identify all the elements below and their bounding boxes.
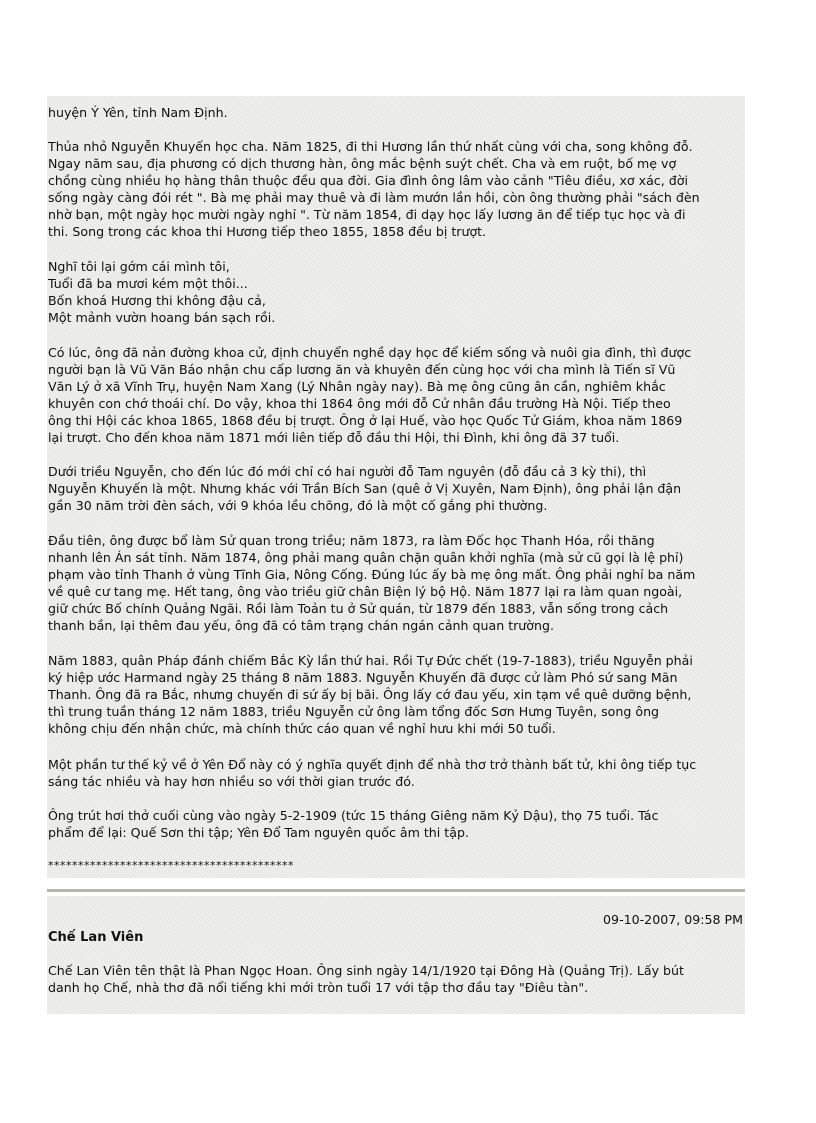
post-paragraph: huyện Ý Yên, tỉnh Nam Định. [48, 105, 228, 120]
post-paragraph: Ông trút hơi thở cuối cùng vào ngày 5-2-1909 (tức 15 tháng Giêng năm Kỷ Dậu), thọ 75 tuổi. Tác phẩm để lại: Quế Sơn thi tập; Yên Đổ Tam nguyên quốc âm thi tập. [48, 808, 659, 841]
post-paragraph: Dưới triều Nguyễn, cho đến lúc đó mới chỉ có hai người đỗ Tam nguyên (đỗ đầu cả 3 kỳ thi), thì Nguyễn Khuyến là một. Nhưng khác với Trần Bích San (quê ở Vị Xuyên, Nam Định), ông phải lận đận gần 30 năm trời đèn sách, với 9 khóa lều chõng, đó là một cố gắng phi thường. [48, 464, 682, 514]
asterisk-divider: ***************************************** [48, 859, 294, 872]
post-separator [47, 889, 745, 892]
forum-post-che-lan-vien [47, 896, 745, 1014]
post-paragraph: Năm 1883, quân Pháp đánh chiếm Bắc Kỳ lần thứ hai. Rồi Tự Đức chết (19-7-1883), triều Nguyễn phải ký hiệp ước Harmand ngày 25 tháng 8 năm 1883. Nguyễn Khuyến đã được cử làm Phó sứ sang Mãn Thanh. Ông đã ra Bắc, nhưng chuyến đi sứ ấy bị bãi. Ông lấy cớ đau yếu, xin tạm về quê dưỡng bệnh, thì trung tuần tháng 12 năm 1883, triều Nguyễn cử ông làm tổng đốc Sơn Hưng Tuyên, song ông không chịu đến nhận chức, mà chính thức cáo quan về nghỉ hưu khi mới 50 tuổi. [48, 653, 693, 737]
post-paragraph: Thủa nhỏ Nguyễn Khuyến học cha. Năm 1825, đi thi Hương lần thứ nhất cùng với cha, song không đỗ. Ngay năm sau, địa phương có dịch thương hàn, ông mắc bệnh suýt chết. Cha và em ruột, bố mẹ vợ chồng cùng nhiều họ hàng thân thuộc đều qua đời. Gia đình ông lâm vào cảnh "Tiêu điều, xơ xác, đời sống ngày càng đói rét ". Bà mẹ phải may thuê và đi làm mướn lần hồi, còn ông thường phải "sách đèn nhờ bạn, một ngày học mười ngày nghỉ ". Từ năm 1854, đi dạy học lấy lương ăn để tiếp tục học và đi thi. Song trong các khoa thi Hương tiếp theo 1855, 1858 đều bị trượt. [48, 139, 700, 240]
post-paragraph: Có lúc, ông đã nản đường khoa cử, định chuyển nghề dạy học để kiếm sống và nuôi gia đình, thì được người bạn là Vũ Văn Báo nhận chu cấp lương ăn và khuyên đến cùng học với cha mình là Tiến sĩ Vũ Văn Lý ở xã Vĩnh Trụ, huyện Nam Xang (Lý Nhân ngày nay). Bà mẹ ông cũng ân cần, nghiêm khắc khuyên con chớ thoái chí. Do vậy, khoa thi 1864 ông mới đỗ Cử nhân đầu trường Hà Nội. Tiếp theo ông thi Hội các khoa 1865, 1868 đều bị trượt. Ông ở lại Huế, vào học Quốc Tử Giám, khoa năm 1869 lại trượt. Cho đến khoa năm 1871 mới liên tiếp đỗ đầu thi Hội, thi Đình, khi ông đã 37 tuổi. [48, 345, 692, 446]
post-paragraph: Đầu tiên, ông được bổ làm Sử quan trong triều; năm 1873, ra làm Đốc học Thanh Hóa, rồi thăng nhanh lên Án sát tỉnh. Năm 1874, ông phải mang quân chặn quân khởi nghĩa (mà sử cũ gọi là lệ phỉ) phạm vào tỉnh Thanh ở vùng Tĩnh Gia, Nông Cống. Đúng lúc ấy bà mẹ ông mất. Ông phải nghỉ ba năm về quê cư tang mẹ. Hết tang, ông vào triều giữ chân Biện lý bộ Hộ. Năm 1877 lại ra làm quan ngoài, giữ chức Bố chính Quảng Ngãi. Rồi làm Toản tu ở Sử quán, từ 1879 đến 1883, vẫn sống trong cảch thanh bần, lại thêm đau yếu, ông đã có tâm trạng chán ngán cảnh quan trường. [48, 533, 696, 634]
post-paragraph: Chế Lan Viên tên thật là Phan Ngọc Hoan. Ông sinh ngày 14/1/1920 tại Đông Hà (Quảng Trị). Lấy bút danh họ Chế, nhà thơ đã nổi tiếng khi mới tròn tuổi 17 với tập thơ đầu tay "Điêu tàn". [48, 963, 684, 996]
forum-post-nguyen-khuyen [47, 96, 745, 878]
post-paragraph: Một phần tư thế kỷ về ở Yên Đổ này có ý nghĩa quyết định để nhà thơ trở thành bất tử, khi ông tiếp tục sáng tác nhiều và hay hơn nhiều so với thời gian trước đó. [48, 757, 697, 790]
post-date: 09-10-2007, 09:58 PM [603, 912, 743, 927]
poem-stanza: Nghĩ tôi lại gớm cái mình tôi, Tuổi đã ba mươi kém một thôi... Bốn khoá Hương thi không đậu cả, Một mảnh vườn hoang bán sạch rồi. [48, 259, 276, 326]
post-title: Chế Lan Viên [48, 930, 144, 945]
